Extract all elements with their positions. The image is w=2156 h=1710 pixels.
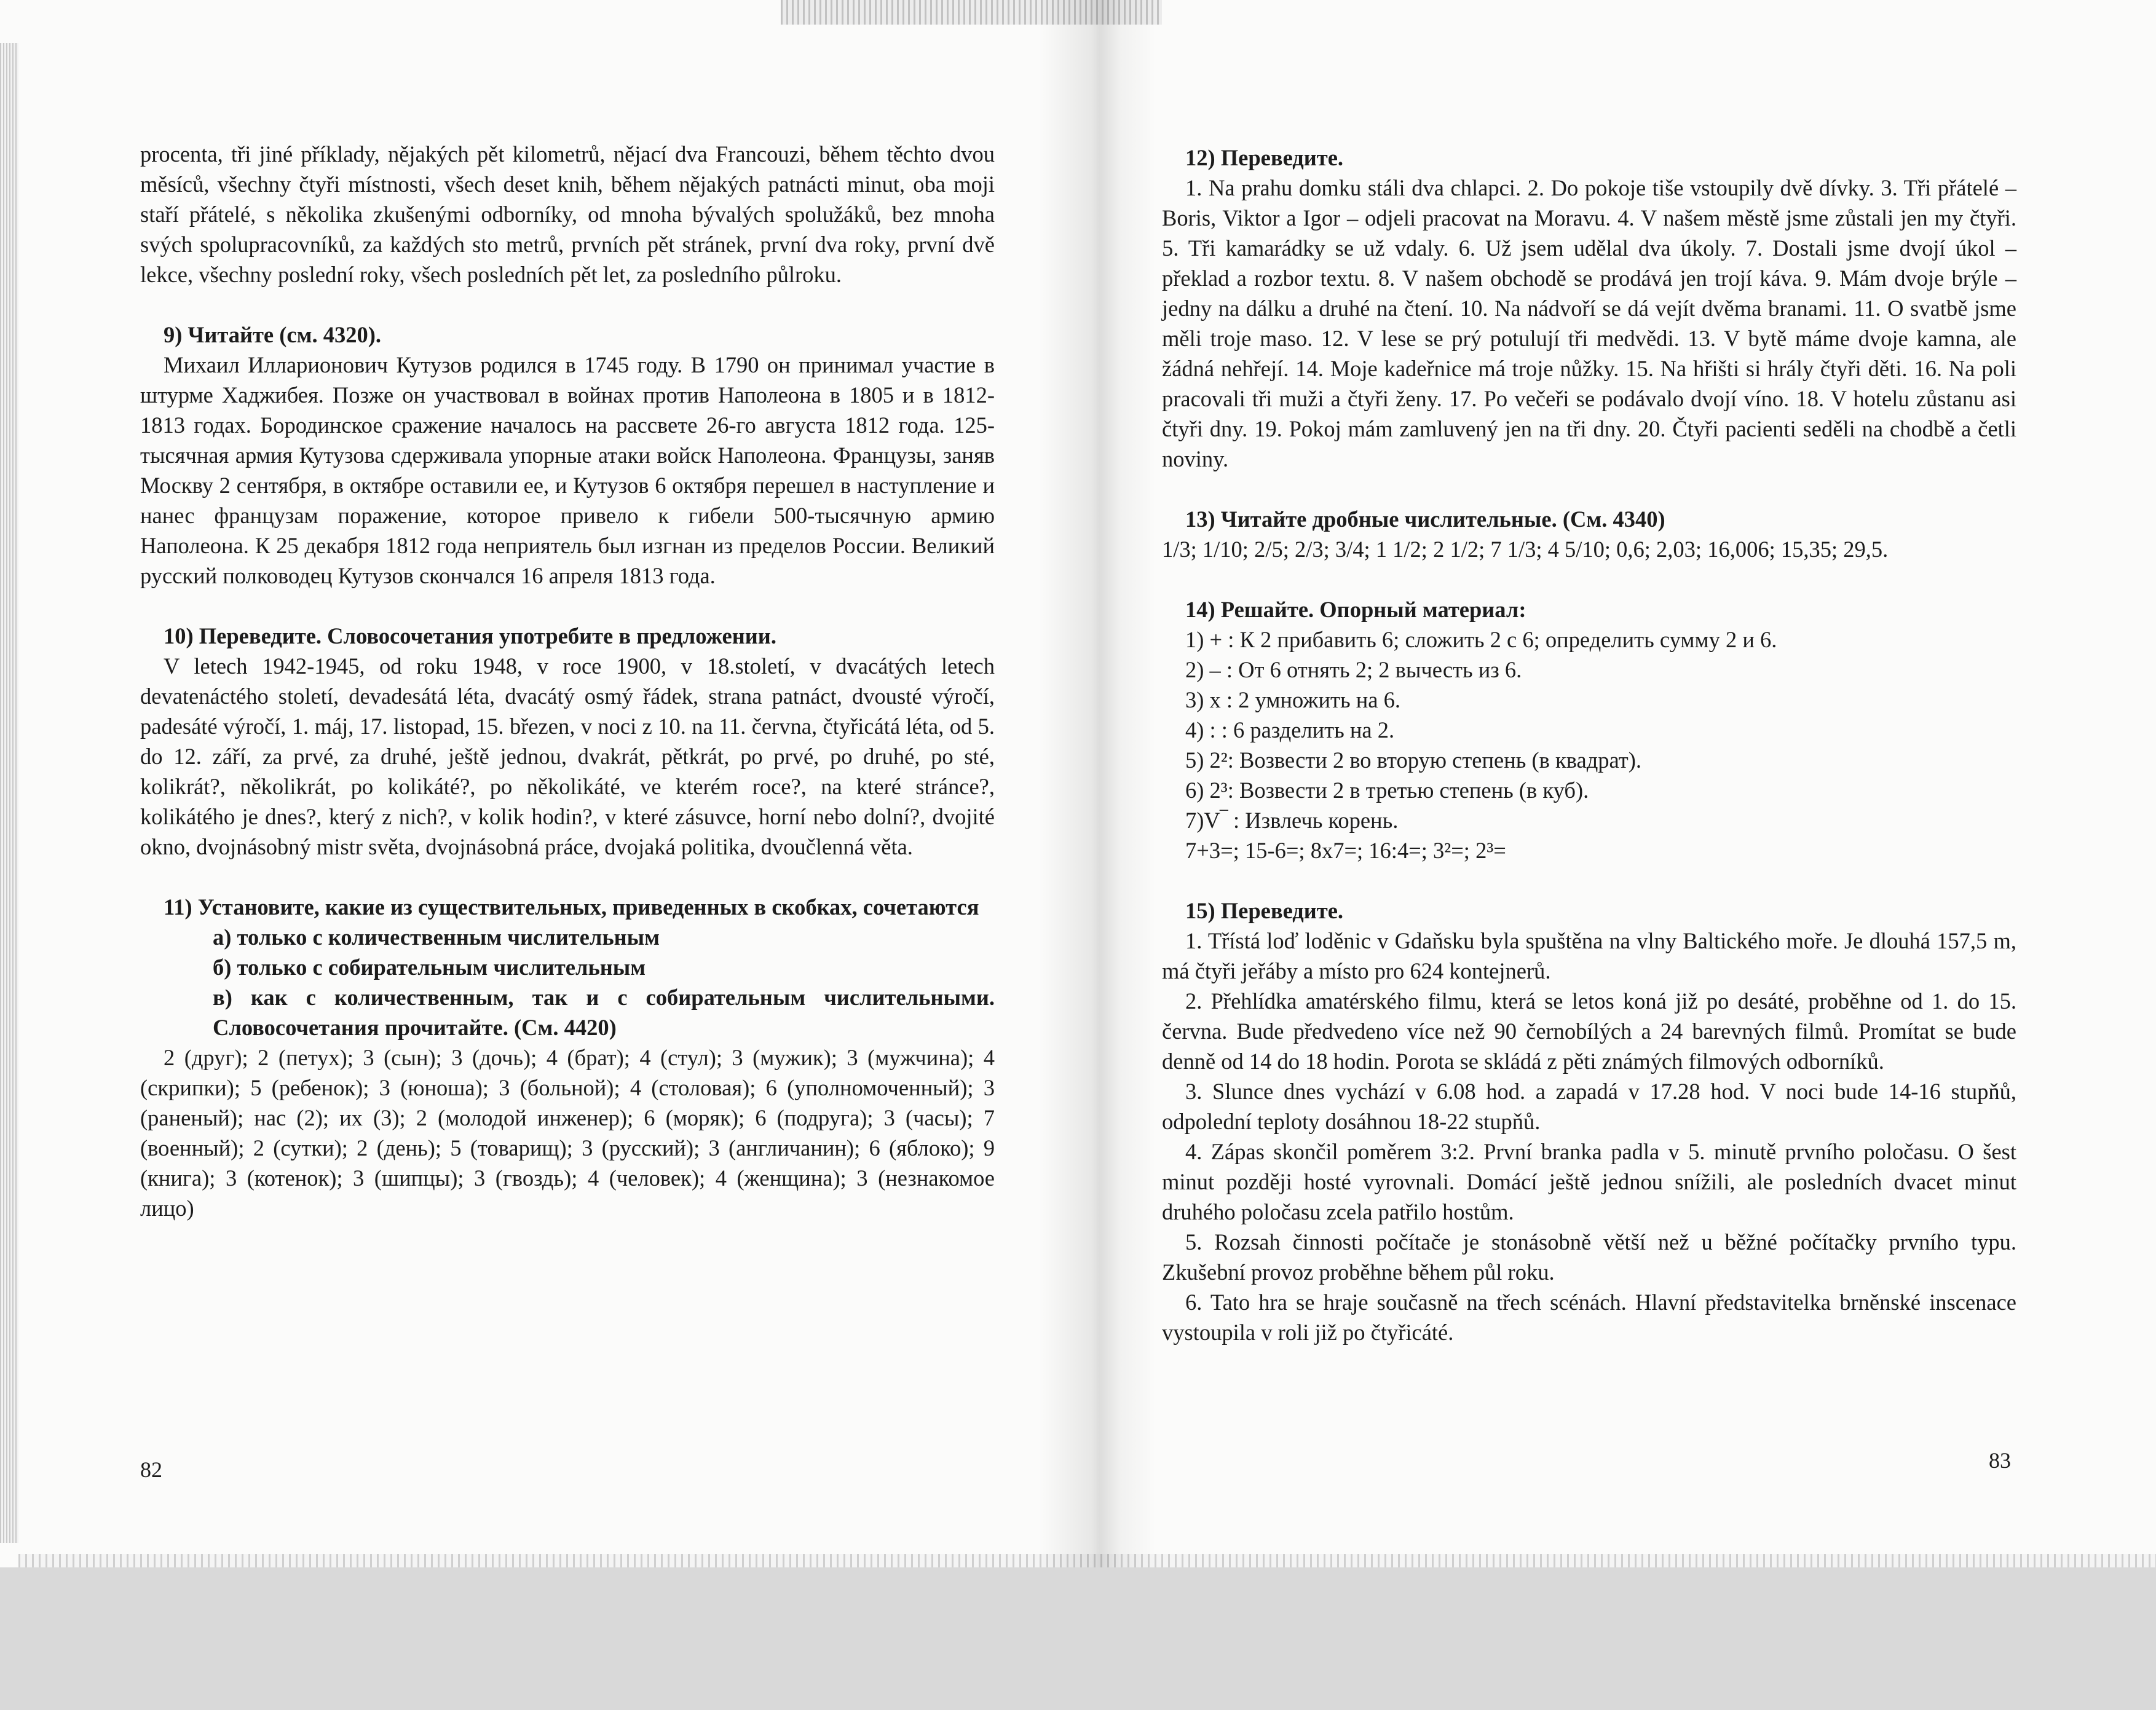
exercise-11-option-a: а) только с количественным числительным <box>213 924 660 950</box>
exercise-14-line: 7+3=; 15-6=; 8x7=; 16:4=; 3²=; 2³= <box>1185 838 1506 863</box>
exercise-11-option-c: в) как с количественным, так и с собирательным числительными. Словосочетания прочитайте. (См. 4420) <box>213 985 995 1040</box>
exercise-15-paragraph: 6. Tato hra se hraje současně na třech scénách. Hlavní představitelka brněnské inscenace vystoupila v roli již po čtyřicáté. <box>1162 1290 2016 1345</box>
exercise-15-paragraph: 4. Zápas skončil poměrem 3:2. První branka padla v 5. minutě prvního poločasu. O šest minut později hosté vyrovnali. Domácí ještě jednou snížili, ale posledních dvacet minut druhého poločasu zcela patřilo hostům. <box>1162 1139 2016 1224</box>
page-number-right: 83 <box>1989 1448 2011 1473</box>
exercise-14-line: 1) + : К 2 прибавить 6; сложить 2 с 6; определить сумму 2 и 6. <box>1185 627 1777 652</box>
exercise-9-title: 9) Читайте (см. 4320). <box>164 322 382 347</box>
exercise-11-text: 2 (друг); 2 (петух); 3 (сын); 3 (дочь); 4 (брат); 4 (стул); 3 (мужик); 3 (мужчина); 4 (скрипки); 5 (ребенок); 3 (юноша); 3 (больной); 4 (столовая); 6 (уполномоченный); 3 (раненый); нас (2); их (3); 2 (молодой инженер); 6 (моряк); 6 (подруга); 3 (часы); 7 (военный); 2 (сутки); 2 (день); 5 (товарищ); 3 (русский); 3 (англичанин); 6 (яблоко); 9 (книга); 3 (котенок); 3 (шипцы); 3 (гвоздь); 4 (человек); 4 (женщина); 3 (незнакомое лицо) <box>140 1045 995 1221</box>
exercise-13-text: 1/3; 1/10; 2/5; 2/3; 3/4; 1 1/2; 2 1/2; 7 1/3; 4 5/10; 0,6; 2,03; 16,006; 15,35; 29,5. <box>1162 537 1889 562</box>
book-gutter <box>1039 0 1156 1567</box>
exercise-15-paragraph: 2. Přehlídka amatérského filmu, která se letos koná již po desáté, proběhne od 1. do 15. června. Bude předvedeno více než 90 černobílých a 24 barevných filmů. Promítat se bude denně od 14 do 18 hodin. Porota se skládá z pěti známých filmových odborníků. <box>1162 988 2016 1074</box>
exercise-15-paragraph: 1. Třístá loď loděnic v Gdaňsku byla spuštěna na vlny Baltického moře. Je dlouhá 157,5 m, má čtyři jeřáby a místo pro 624 kontejnerů. <box>1162 928 2016 983</box>
exercise-14-title: 14) Решайте. Опорный материал: <box>1185 597 1526 622</box>
exercise-13-title: 13) Читайте дробные числительные. (См. 4340) <box>1185 506 1665 532</box>
exercise-14-line: 4) : : 6 разделить на 2. <box>1185 717 1395 743</box>
right-page <box>1162 143 2016 1710</box>
exercise-11-title: 11) Установите, какие из существительных, приведенных в скобках, сочетаются <box>164 894 979 920</box>
exercise-10-text: V letech 1942-1945, od roku 1948, v roce 1900, v 18.století, v dvacátých letech devatenáctého století, devadesátá léta, dvacátý osmý řádek, strana patnáct, dvousté výročí, padesáté výročí, 1. máj, 17. listopad, 15. březen, v noci z 10. na 11. června, čtyřicátá léta, od 5. do 12. září, za prvé, za druhé, ještě jednou, dvakrát, pětkrát, po prvé, po druhé, po sté, kolikrát?, několikrát, po kolikáté?, po několikáté, ve kterém roce?, na které stránce?, kolikátého je dnes?, který z nich?, v kolik hodin?, v které zásuvce, horní nebo dolní?, dvojité okno, dvojnásobný mistr světa, dvojnásobná práce, dvojaká politika, dvoučlenná věta. <box>140 653 995 859</box>
exercise-14-line: 6) 2³: Возвести 2 в третью степень (в куб). <box>1185 778 1589 803</box>
page-number-left: 82 <box>140 1457 162 1482</box>
intro-paragraph: procenta, tři jiné příklady, nějakých pět kilometrů, nějací dva Francouzi, během těchto dvou měsíců, všechny čtyři místnosti, všech deset knih, během nějakých patnácti minut, oba moji staří přátelé, s několika zkušenými odborníky, od mnoha bývalých spolužáků, bez mnoha svých spolupracovníků, za každých sto metrů, prvních pět stránek, první dva roky, první dvě lekce, všechny poslední roky, všech posledních pět let, za posledního půlroku. <box>140 141 995 287</box>
exercise-12-title: 12) Переведите. <box>1185 145 1344 170</box>
exercise-15-paragraph: 3. Slunce dnes vychází v 6.08 hod. a zapadá v 17.28 hod. V noci bude 14-16 stupňů, odpolední teploty dosáhnou 18-22 stupňů. <box>1162 1079 2016 1134</box>
exercise-9-text: Михаил Илларионович Кутузов родился в 1745 году. В 1790 он принимал участие в штурме Хаджибея. Позже он участвовал в войнах против Наполеона в 1805 и в 1812-1813 годах. Бородинское сражение началось на рассвете 26-го августа 1812 года. 125-тысячная армия Кутузова сдерживала упорные атаки войск Наполеона. Французы, заняв Москву 2 сентября, в октябре оставили ее, и Кутузов 6 октября перешел в наступление и нанес французам поражение, которое привело к гибели 500-тысячную армию Наполеона. К 25 декабря 1812 года неприятель был изгнан из пределов России. Великий русский полководец Кутузов скончался 16 апреля 1813 года. <box>140 352 995 588</box>
exercise-12-text: 1. Na prahu domku stáli dva chlapci. 2. Do pokoje tiše vstoupily dvě dívky. 3. Tři přátelé – Boris, Viktor a Igor – odjeli pracovat na Moravu. 4. V našem městě jsme zůstali jen my čtyři. 5. Tři kamarádky se už vdaly. 6. Už jsem udělal dva úkoly. 7. Dostali jsme dvojí úkol – překlad a rozbor textu. 8. V našem obchodě se prodává jen trojí káva. 9. Mám dvoje brýle – jedny na dálku a druhé na čtení. 10. Na nádvoří se dá vejít dvěma branami. 11. O svatbě jsme měli troje maso. 12. V lese se prý potulují tři medvědi. 13. V bytě máme dvoje kamna, ale žádná nehřejí. 14. Moje kadeřnice má troje nůžky. 15. Na hřišti si hrály čtyři děti. 16. Na poli pracovali tři muži a čtyři ženy. 17. Po večeři se podávalo dvojí víno. 18. V hotelu zůstanu asi čtyři dny. 19. Pokoj mám zamluvený jen na tři dny. 20. Čtyři pacienti seděli na chodbě a četli noviny. <box>1162 175 2016 471</box>
left-page <box>140 139 995 1706</box>
exercise-14-line: 7)V‾ : Извлечь корень. <box>1185 808 1399 833</box>
exercise-14-line: 5) 2²: Возвести 2 во вторую степень (в квадрат). <box>1185 747 1642 773</box>
exercise-11-option-b: б) только с собирательным числительным <box>213 955 646 980</box>
page-edges <box>0 43 18 1543</box>
exercise-15-title: 15) Переведите. <box>1185 898 1344 923</box>
exercise-14-line: 2) – : От 6 отнять 2; 2 вычесть из 6. <box>1185 657 1522 682</box>
exercise-15-paragraph: 5. Rozsah činnosti počítače je stonásobně větší než u běžné počítačky prvního typu. Zkušební provoz proběhne během půl roku. <box>1162 1229 2016 1285</box>
exercise-10-title: 10) Переведите. Словосочетания употребите в предложении. <box>164 623 776 648</box>
exercise-14-line: 3) x : 2 умножить на 6. <box>1185 687 1400 712</box>
